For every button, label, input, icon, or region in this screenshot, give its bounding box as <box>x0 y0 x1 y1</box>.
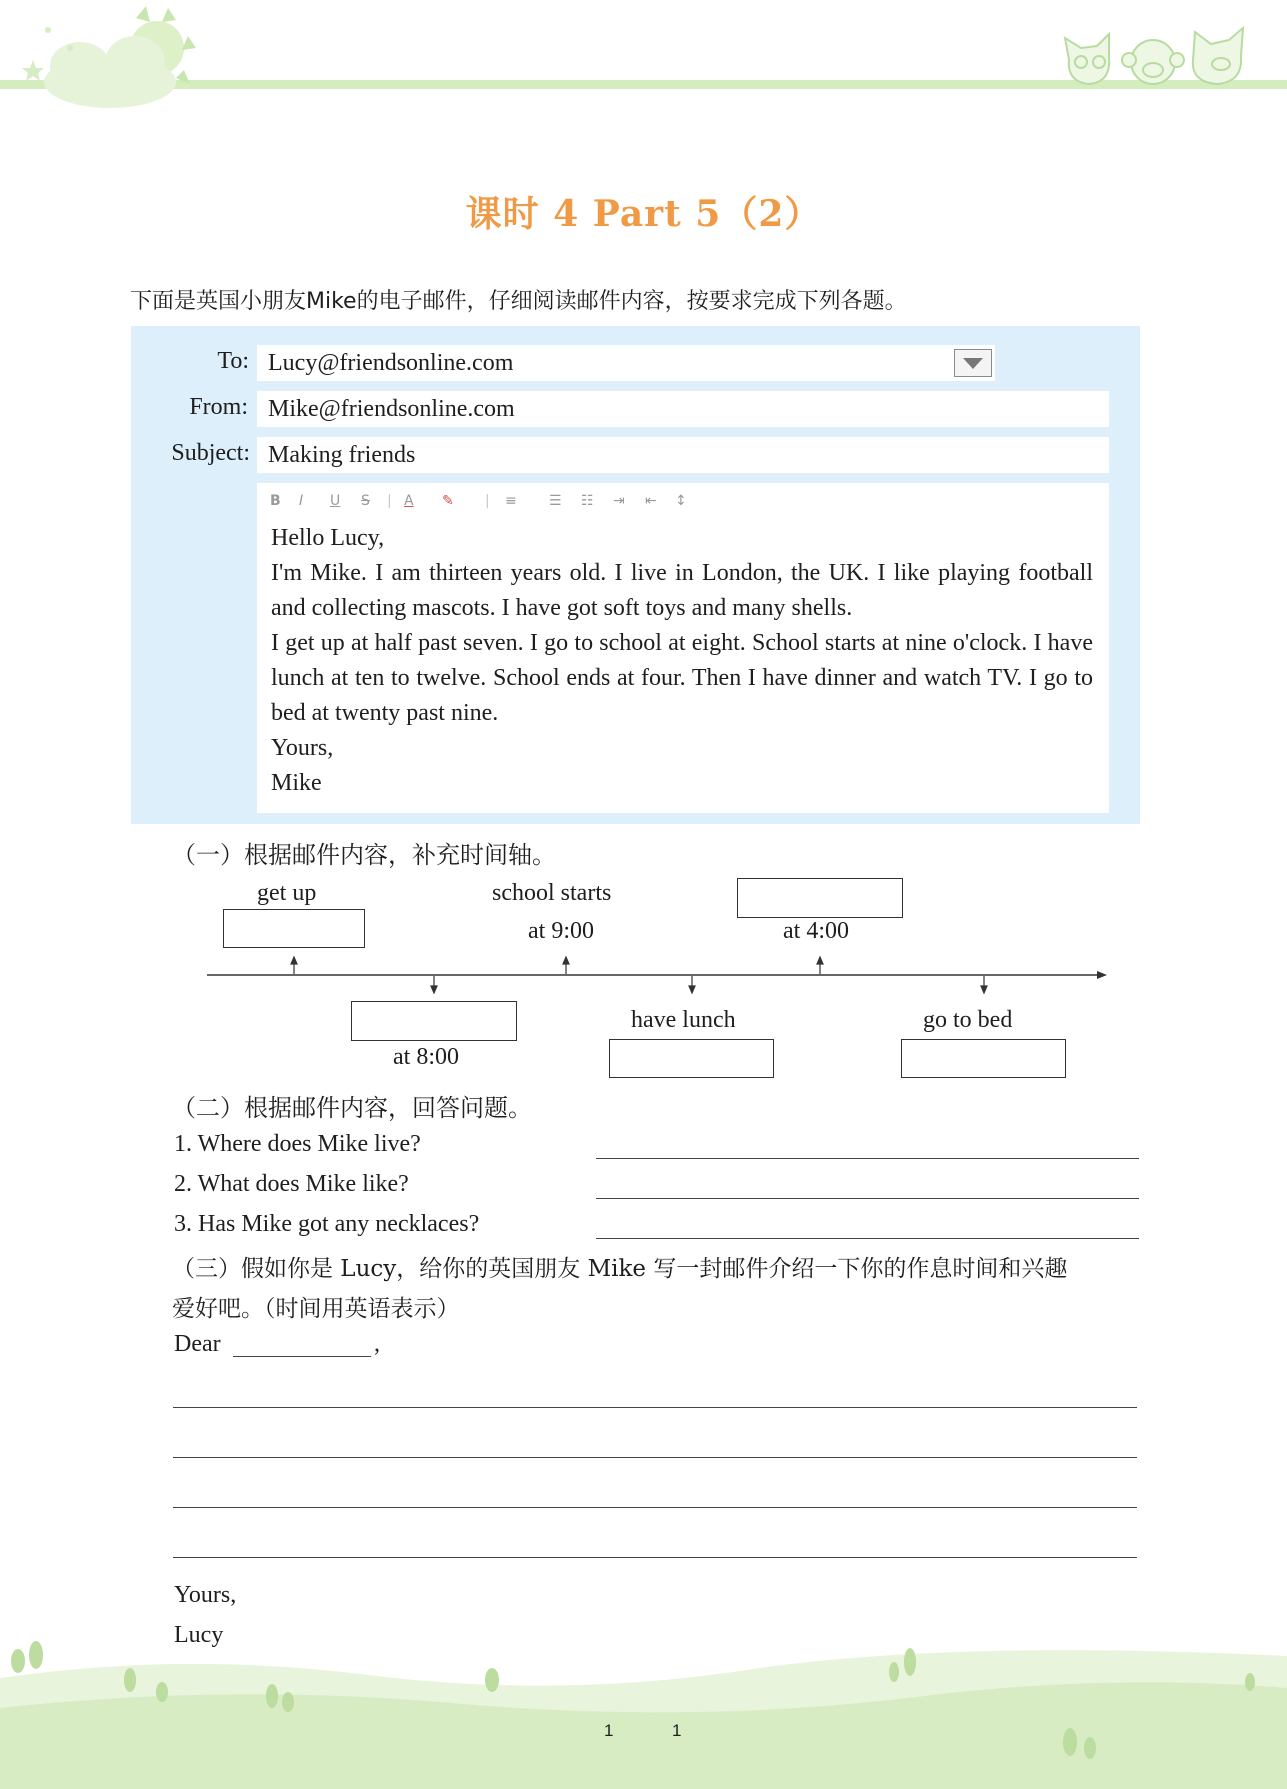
writing-line[interactable] <box>173 1557 1137 1558</box>
outdent-button[interactable]: ⇤ <box>645 493 657 509</box>
question-2: 2. What does Mike like? <box>174 1171 409 1197</box>
instructions: 下面是英国小朋友Mike的电子邮件，仔细阅读邮件内容，按要求完成下列各题。 <box>130 289 907 314</box>
pig-face-icon <box>1193 28 1243 84</box>
email-signature: Mike <box>271 770 322 796</box>
page-number: 1 <box>604 1721 614 1740</box>
writing-line[interactable] <box>173 1507 1137 1508</box>
timeline-label-go-to-bed: go to bed <box>923 1007 1013 1033</box>
email-greeting: Hello Lucy, <box>271 525 385 551</box>
highlight-color-button[interactable]: ✎ <box>442 493 454 509</box>
section2-heading: （二）根据邮件内容，回答问题。 <box>172 1094 532 1122</box>
email-closing: Yours, <box>271 735 334 761</box>
numbered-list-button[interactable]: ☷ <box>581 493 594 509</box>
strikethrough-button[interactable]: S <box>361 493 370 509</box>
email-paragraph: I'm Mike. I am thirteen years old. I live in London, the UK. I like playing football and collecting mascots. I have got soft toys and many shells. <box>271 560 1093 621</box>
cat-face-icon <box>1065 34 1109 84</box>
font-color-button[interactable]: A <box>404 493 414 509</box>
email-body-text <box>271 521 1093 801</box>
indent-button[interactable]: ⇥ <box>613 493 625 509</box>
timeline-label-have-lunch: have lunch <box>631 1007 736 1033</box>
bold-button[interactable]: B <box>270 493 281 509</box>
italic-button[interactable]: I <box>299 493 304 509</box>
animal-faces-decoration <box>1055 20 1255 90</box>
timeline-label-get-up: get up <box>257 880 317 906</box>
cloud-icon <box>44 36 176 108</box>
answer-line[interactable] <box>596 1238 1139 1239</box>
sun-cloud-decoration <box>0 0 220 115</box>
timeline-answer-box[interactable] <box>737 878 903 918</box>
timeline-axis <box>200 955 1120 995</box>
align-button[interactable]: ≡ <box>505 493 517 509</box>
to-field[interactable]: Lucy@friendsonline.com <box>257 345 995 381</box>
question-3: 3. Has Mike got any necklaces? <box>174 1211 480 1237</box>
from-label: From: <box>189 394 248 420</box>
writing-line[interactable] <box>173 1457 1137 1458</box>
from-field[interactable]: Mike@friendsonline.com <box>257 391 1109 427</box>
email-paragraph: I get up at half past seven. I go to school at eight. School starts at nine o'clock. I have lunch at ten to twelve. School ends at four. Then I have dinner and watch TV. I go to bed at twenty past nine. <box>271 630 1093 726</box>
page-number: 1 <box>672 1721 682 1740</box>
toolbar-divider: | <box>387 493 392 509</box>
timeline-time-4: at 4:00 <box>783 918 849 944</box>
timeline-time-8: at 8:00 <box>393 1044 459 1070</box>
star-icon <box>22 60 44 81</box>
closing-name: Lucy <box>174 1622 224 1648</box>
page-title: 课时 4 Part 5（2） <box>465 193 822 235</box>
dropdown-arrow-icon <box>955 350 991 376</box>
dear-comma: , <box>374 1331 380 1357</box>
to-dropdown-button[interactable] <box>954 349 992 377</box>
line-spacing-button[interactable]: ↕ <box>675 493 687 509</box>
subject-field[interactable]: Making friends <box>257 437 1109 473</box>
timeline-answer-box[interactable] <box>223 909 365 948</box>
writing-line[interactable] <box>173 1407 1137 1408</box>
section1-heading: （一）根据邮件内容，补充时间轴。 <box>172 841 556 869</box>
monkey-face-icon <box>1122 40 1184 84</box>
to-label: To: <box>217 348 249 374</box>
bullet-list-button[interactable]: ☰ <box>549 493 562 509</box>
timeline-time-9: at 9:00 <box>528 918 594 944</box>
subject-label: Subject: <box>171 440 250 466</box>
footer-hills-decoration <box>0 1630 1287 1789</box>
section3-heading: （三）假如你是 Lucy，给你的英国朋友 Mike 写一封邮件介绍一下你的作息时间和兴趣 <box>172 1256 1068 1282</box>
timeline-answer-box[interactable] <box>351 1001 517 1041</box>
underline-button[interactable]: U <box>330 493 341 509</box>
dear-label: Dear <box>174 1331 221 1357</box>
question-1: 1. Where does Mike live? <box>174 1131 421 1157</box>
toolbar-divider: | <box>485 493 490 509</box>
timeline-answer-box[interactable] <box>901 1039 1066 1078</box>
answer-line[interactable] <box>596 1158 1139 1159</box>
email-editor[interactable] <box>257 483 1109 813</box>
recipient-blank[interactable] <box>233 1356 371 1357</box>
timeline-answer-box[interactable] <box>609 1039 774 1078</box>
timeline-label-school-starts: school starts <box>492 880 612 906</box>
section3-heading-cont: 爱好吧。（时间用英语表示） <box>172 1296 460 1322</box>
answer-line[interactable] <box>596 1198 1139 1199</box>
closing-yours: Yours, <box>174 1582 237 1608</box>
